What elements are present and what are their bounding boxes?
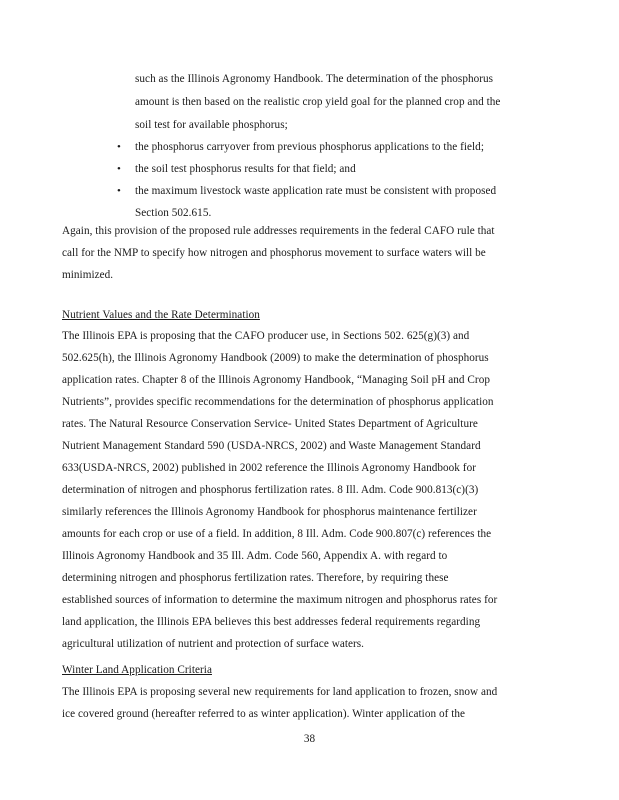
page-number: 38 <box>303 733 316 745</box>
paragraph-line: established sources of information to determine the maximum nitrogen and phosphorus rates for <box>62 594 498 606</box>
paragraph-line: Nutrient Management Standard 590 (USDA-NRCS, 2002) and Waste Management Standard <box>62 440 481 452</box>
paragraph-line: determining nitrogen and phosphorus fertilization rates. Therefore, by requiring these <box>62 572 449 584</box>
paragraph-line: Nutrients”, provides specific recommendations for the determination of phosphorus application <box>62 396 494 408</box>
paragraph-line: amounts for each crop or use of a field. In addition, 8 Ill. Adm. Code 900.807(c) references the <box>62 528 492 540</box>
bullet-item: the phosphorus carryover from previous phosphorus applications to the field; <box>135 141 484 153</box>
paragraph-line: application rates. Chapter 8 of the Illinois Agronomy Handbook, “Managing Soil pH and Crop <box>62 374 490 386</box>
paragraph-line: land application, the Illinois EPA believes this best addresses federal requirements regarding <box>62 616 481 628</box>
text-line: soil test for available phosphorus; <box>135 119 288 131</box>
bullet-item: the maximum livestock waste application rate must be consistent with proposed <box>135 185 497 197</box>
paragraph-line: rates. The Natural Resource Conservation Service- United States Department of Agriculture <box>62 418 478 430</box>
paragraph-line: minimized. <box>62 269 114 281</box>
text-line: such as the Illinois Agronomy Handbook. The determination of the phosphorus <box>135 73 494 85</box>
paragraph-line: call for the NMP to specify how nitrogen and phosphorus movement to surface waters will be <box>62 247 486 259</box>
paragraph-line: Again, this provision of the proposed rule addresses requirements in the federal CAFO rule that <box>62 225 495 237</box>
text-line: amount is then based on the realistic crop yield goal for the planned crop and the <box>135 96 501 108</box>
paragraph-line: ice covered ground (hereafter referred to as winter application). Winter application of the <box>62 708 466 720</box>
bullet-icon: • <box>117 141 121 153</box>
paragraph-line: agricultural utilization of nutrient and protection of surface waters. <box>62 638 365 650</box>
section-heading: Winter Land Application Criteria <box>62 664 212 676</box>
bullet-icon: • <box>117 163 121 175</box>
paragraph-line: 502.625(h), the Illinois Agronomy Handbook (2009) to make the determination of phosphorus <box>62 352 489 364</box>
paragraph-line: determination of nitrogen and phosphorus fertilization rates. 8 Ill. Adm. Code 900.813(c)(3) <box>62 484 479 496</box>
paragraph-line: The Illinois EPA is proposing several new requirements for land application to frozen, snow and <box>62 686 498 698</box>
paragraph-line: Illinois Agronomy Handbook and 35 Ill. Adm. Code 560, Appendix A. with regard to <box>62 550 448 562</box>
section-heading: Nutrient Values and the Rate Determination <box>62 309 260 321</box>
bullet-item: Section 502.615. <box>135 207 212 219</box>
paragraph-line: The Illinois EPA is proposing that the CAFO producer use, in Sections 502. 625(g)(3) and <box>62 330 470 342</box>
paragraph-line: 633(USDA-NRCS, 2002) published in 2002 reference the Illinois Agronomy Handbook for <box>62 462 476 474</box>
paragraph-line: similarly references the Illinois Agronomy Handbook for phosphorus maintenance fertilizer <box>62 506 477 518</box>
bullet-item: the soil test phosphorus results for that field; and <box>135 163 356 175</box>
bullet-icon: • <box>117 185 121 197</box>
